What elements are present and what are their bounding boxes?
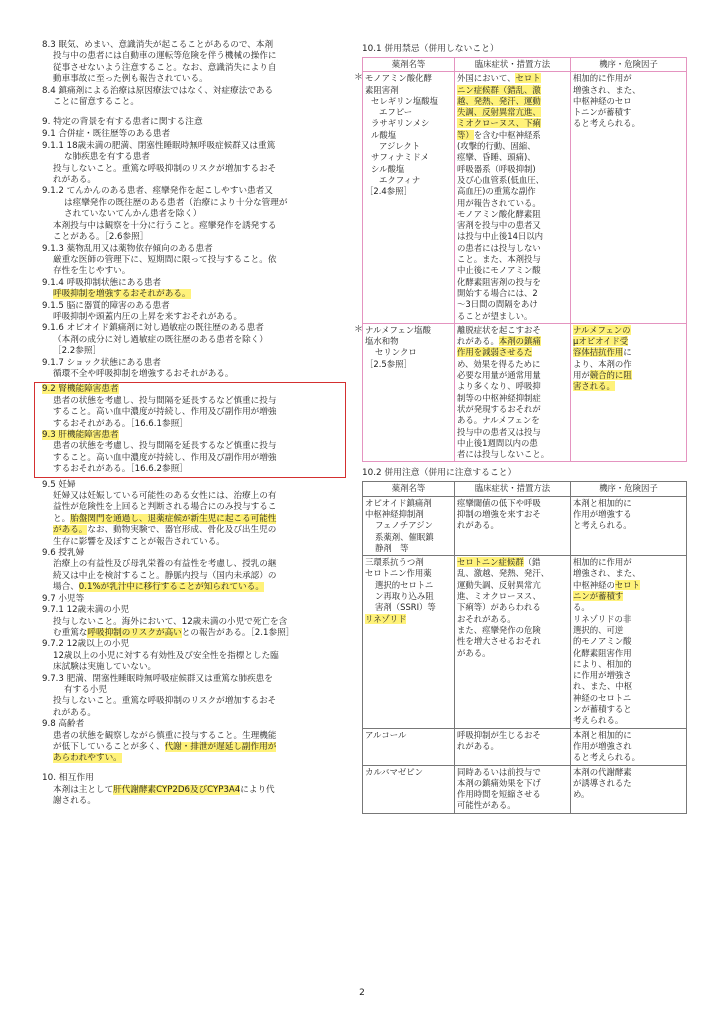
- highlight-text: リネゾリド: [365, 613, 407, 624]
- text-line: 9.6 授乳婦: [42, 548, 85, 559]
- text-line: 作用が増強する: [573, 508, 632, 519]
- mechanism-cell: [571, 323, 687, 462]
- text-line: ル酸塩: [371, 129, 397, 140]
- text-line: 治療上の有益性及び母乳栄養の有益性を考慮し、授乳の継: [53, 559, 277, 570]
- page-number: 2: [359, 988, 365, 998]
- text-line: ラサギリンメシ: [371, 118, 430, 129]
- text-line: 本剤と相加的に: [573, 497, 632, 508]
- mechanism-cell: [571, 72, 687, 324]
- text-line: 痙攣、昏睡、頭痛)、: [457, 152, 536, 163]
- text-line: （本剤の成分に対し過敏症の既往歴のある患者を除く）: [53, 334, 268, 345]
- text-line: 存性を生じやすい。: [53, 266, 131, 277]
- text-line: な肺疾患を有する患者: [64, 152, 150, 163]
- text-line: 本剤と相加的に: [573, 729, 632, 740]
- text-line: 9.1.6 オピオイド鎮痛剤に対し過敏症の既往歴のある患者: [42, 323, 264, 334]
- drug-cell: [354, 72, 455, 324]
- section-9-1-heading: 9.1 合併症・既往歴等のある患者: [42, 129, 171, 140]
- text-line: がある。: [457, 647, 491, 658]
- text-line: セロトニン作用薬: [365, 568, 432, 579]
- text-line: 呼吸抑制が生じるおそ: [457, 729, 541, 740]
- text-line: ナルメフェン塩酸: [365, 324, 431, 335]
- text-line: 8.3 眠気、めまい、意識消失が起こることがあるので、本剤: [42, 40, 274, 50]
- symptom-cell: [455, 323, 571, 462]
- drug-cell: アルコール: [363, 728, 455, 765]
- text-line: 妊婦又は妊娠している可能性のある女性には、治療上の有: [53, 491, 277, 502]
- highlight-text: セロトニン症候群: [457, 557, 524, 568]
- caution-table: [362, 481, 687, 813]
- text-line: エクフィナ: [379, 174, 421, 185]
- text-line: サフィナミドメ: [371, 152, 429, 163]
- header-drug: 薬剤名等: [363, 482, 455, 496]
- section-8-4: [42, 86, 342, 109]
- text-line: れ、また、中枢: [573, 681, 633, 692]
- text-span: 外国において、: [457, 73, 516, 84]
- highlight-text: あらわれやすい。: [53, 753, 122, 764]
- text-line: 痙攣閾値の低下や呼吸: [457, 497, 541, 508]
- text-line: リネゾリドの非: [573, 613, 632, 624]
- text-line: れがある。: [53, 175, 96, 186]
- highlight-text: 容体拮抗作用: [573, 347, 624, 358]
- text-line: ［2.4参照］: [365, 186, 412, 197]
- text-line: 患者の状態を観察しながら慎重に投与すること。生理機能: [53, 730, 277, 741]
- highlight-text: ミオクローヌス、下痢: [457, 118, 541, 129]
- highlight-text: 本剤の鎮痛: [498, 336, 541, 347]
- text-line: 運動失調、反射異常亢: [457, 579, 541, 590]
- text-line: 考えられる。: [573, 715, 624, 726]
- text-line: 同時あるいは前投与で: [457, 766, 541, 777]
- text-line: 必要な用量が通常用量: [457, 370, 541, 381]
- text-line: するおそれがある。［16.6.1参照］: [53, 418, 188, 429]
- highlight-text: ニンが蓄積す: [573, 591, 624, 602]
- mechanism-cell: [571, 728, 687, 765]
- text-line: 9.8 高齢者: [42, 719, 85, 730]
- text-span: れがある。: [457, 336, 499, 347]
- text-line: 投与しないこと。重篤な呼吸抑制のリスクが増加するおそ: [53, 696, 277, 707]
- text-line: おそれがある。: [457, 613, 516, 624]
- header-symptoms: 臨床症状・措置方法: [455, 482, 571, 496]
- text-line: 呼吸器系（呼吸抑制): [457, 163, 536, 174]
- section-9-2-heading: 9.2 腎機能障害患者: [42, 384, 119, 395]
- text-line: 的モノアミン酸: [573, 636, 632, 647]
- text-line: こと。また、本剤投与: [457, 254, 541, 265]
- text-line: 従事させないよう注意すること。なお、意識消失により自: [53, 62, 277, 73]
- highlight-text: μオピオイド受: [573, 336, 629, 347]
- text-line: (攻撃的行動、固縮、: [457, 141, 536, 152]
- text-line: め、効果を得るために: [457, 358, 541, 369]
- text-span: む重篤な: [53, 627, 88, 638]
- highlight-text: セロト: [614, 579, 640, 590]
- highlight-text: 害される。: [573, 381, 615, 392]
- text-line: 患者の状態を考慮し、投与間隔を延長するなど慎重に投与: [53, 441, 277, 452]
- text-line: 神経のセロトニ: [573, 692, 632, 703]
- text-line: 作用時間を短縮させる: [457, 789, 541, 800]
- text-line: 用が報告されている。: [457, 197, 541, 208]
- text-span: （錯: [523, 557, 541, 568]
- highlight-text: 0.1%が乳汁中に移行することが知られている。: [78, 582, 264, 593]
- section-9-7: [42, 594, 342, 719]
- section-9-3-heading: 9.3 肝機能障害患者: [42, 430, 119, 440]
- text-line: ると考えられる。: [573, 118, 640, 129]
- drug-cell: カルバマゼピン: [363, 765, 455, 813]
- mechanism-cell: [571, 556, 687, 728]
- text-line: シル酸塩: [371, 163, 405, 174]
- section-9-1-3: [42, 244, 342, 278]
- table-row: [363, 556, 687, 728]
- text-line: より多くなり、呼吸抑: [457, 381, 541, 392]
- text-line: は投与中止後14日以内: [457, 231, 544, 242]
- table-row: [363, 323, 687, 462]
- text-line: 有する小児: [64, 684, 107, 695]
- text-line: と考えられる。: [573, 520, 632, 531]
- text-line: 相加的に作用が: [573, 73, 632, 84]
- text-line: ンが蓄積すると: [573, 704, 632, 715]
- text-line: 投与しないこと。重篤な呼吸抑制のリスクが増加するおそ: [53, 163, 277, 174]
- section-9-1-4: [42, 278, 342, 301]
- text-line: 9.1.2 てんかんのある患者、痙攣発作を起こしやすい患者又: [42, 186, 273, 197]
- renal-hepatic-highlight-box: [34, 382, 346, 477]
- text-line: 進、ミオクローヌス、: [457, 591, 541, 602]
- text-line: 9.5 妊婦: [42, 479, 76, 490]
- text-line: により、相加的: [573, 658, 632, 669]
- text-line: ［2.5参照］: [365, 358, 412, 369]
- highlight-text: 競合的に阻: [589, 370, 632, 381]
- drug-cell: [363, 496, 455, 555]
- text-line: 下痢等）があらわれる: [457, 602, 541, 613]
- text-line: ると考えられる。: [573, 752, 640, 763]
- text-line: れがある。: [53, 707, 96, 718]
- text-line: 相加的に作用が: [573, 557, 632, 568]
- text-line: 投与しないこと。海外において、12歳未満の小児で死亡を含: [53, 616, 288, 627]
- text-line: モノアミン酸化酵: [365, 73, 432, 84]
- text-line: 生存に影響を及ぼすことが報告されている。: [53, 536, 225, 547]
- section-9-1-6: [42, 323, 342, 357]
- text-line: 中枢神経抑制剤: [365, 508, 424, 519]
- mechanism-cell: [571, 765, 687, 813]
- table-header-row: [363, 482, 687, 496]
- symptom-cell: [455, 496, 571, 555]
- text-line: 本剤の代謝酵素: [573, 766, 632, 777]
- text-line: 動車事故に至った例も報告されている。: [53, 74, 208, 85]
- text-line: 高血圧)の重篤な副作: [457, 186, 536, 197]
- text-line: 循環不全や呼吸抑制を増強するおそれがある。: [53, 368, 234, 379]
- text-span: 本剤は主として: [53, 784, 114, 795]
- text-line: め。: [573, 789, 590, 800]
- text-line: 乱、激越、発熱、発汗、: [457, 568, 550, 579]
- highlight-text: 失調、反射異常亢進、: [457, 107, 541, 118]
- section-9-1-2: [42, 186, 342, 243]
- text-line: 9.7.3 肥満、閉塞性睡眠時無呼吸症候群又は重篤な肺疾患を: [42, 673, 273, 684]
- text-line: トニンが蓄積す: [573, 107, 632, 118]
- text-line: セリンクロ: [375, 347, 417, 358]
- text-line: 化酵素阻害作用: [573, 647, 632, 658]
- text-line: 本剤の鎮痛効果を下げ: [457, 777, 541, 788]
- text-line: ことに留意すること。: [53, 97, 139, 108]
- text-line: 静剤 等: [375, 542, 409, 553]
- text-line: すること。高い血中濃度が持続し、作用及び副作用が増強: [53, 407, 277, 418]
- highlight-text: ナルメフェンの: [573, 324, 631, 335]
- text-line: れがある。: [457, 520, 499, 531]
- text-line: 塩水和物: [365, 336, 399, 347]
- text-line: ン再取り込み阻: [375, 591, 434, 602]
- header-mechanism: 機序・危険因子: [571, 58, 687, 72]
- text-line: れがある。: [457, 740, 499, 751]
- text-line: また、痙攣発作の危険: [457, 624, 541, 635]
- text-line: ことがある。［2.6参照］: [53, 232, 149, 243]
- text-line: 及び心血管系(低血圧、: [457, 174, 545, 185]
- text-line: 害剤を投与中の患者又: [457, 220, 541, 231]
- section-8-3: [42, 40, 342, 86]
- section-9-1-1: [42, 141, 342, 187]
- text-span: に: [623, 347, 632, 358]
- text-line: 作用が増強され: [573, 740, 632, 751]
- text-line: 抑制の増強を来すおそ: [457, 508, 541, 519]
- text-line: ［2.2参照］: [53, 346, 102, 357]
- text-line: は痙攣発作の既往歴のある患者（治療により十分な管理が: [64, 197, 288, 208]
- section-9-8: [42, 719, 342, 765]
- text-line: すること。高い血中濃度が持続し、作用及び副作用が増強: [53, 452, 277, 463]
- text-line: の患者には投与しない: [457, 242, 541, 253]
- table-row: [363, 496, 687, 555]
- text-line: 床試験は実施していない。: [53, 662, 157, 673]
- section-10-body: [42, 785, 342, 808]
- text-span: 場合、: [53, 582, 79, 593]
- section-9-1-7: [42, 358, 342, 381]
- section-10-heading: 10. 相互作用: [42, 772, 94, 783]
- text-line: 増強され、また、: [573, 84, 641, 95]
- text-span: を含む中枢神経系: [473, 129, 541, 140]
- text-line: 中枢神経のセロ: [573, 95, 632, 106]
- text-line: 9.7 小児等: [42, 593, 85, 604]
- text-span: により代: [240, 784, 275, 795]
- highlight-text: 肝代謝酵素CYP2D6及びCYP3A4: [113, 784, 241, 795]
- text-line: 害剤（SSRI）等: [375, 602, 436, 613]
- asterisk-mark: ＊: [354, 324, 364, 335]
- text-line: 三環系抗うつ剤: [365, 557, 424, 568]
- text-line: 化酵素阻害剤の投与を: [457, 276, 541, 287]
- text-line: 制等の中枢神経抑制症: [457, 392, 541, 403]
- contraindicated-table: [354, 57, 687, 462]
- table-10-1-title: 10.1 併用禁忌（併用しないこと）: [362, 44, 499, 54]
- text-line: 可能性がある。: [457, 800, 516, 811]
- text-line: オピオイド鎮痛剤: [365, 497, 432, 508]
- header-mechanism: 機序・危険因子: [571, 482, 687, 496]
- highlight-text: セロト: [515, 73, 541, 84]
- highlight-text: ニン症候群（錯乱、激: [457, 84, 541, 95]
- text-line: エフピー: [379, 107, 413, 118]
- text-line: に作用が増強さ: [573, 670, 632, 681]
- text-line: アジレクト: [379, 141, 421, 152]
- text-line: 増強され、また、: [573, 568, 641, 579]
- text-span: と。: [53, 513, 71, 524]
- left-column: [42, 40, 342, 808]
- text-line: 投与中の患者又は投与: [457, 426, 541, 437]
- text-line: されていないてんかん患者を除く）: [64, 209, 202, 220]
- text-line: 開始する場合には、2: [457, 287, 538, 298]
- text-line: ることが望ましい。: [457, 310, 533, 321]
- table-row: [363, 765, 687, 813]
- symptom-cell: [455, 728, 571, 765]
- section-9-1-5: [42, 301, 342, 324]
- text-line: 9.7.1 12歳未満の小児: [42, 605, 130, 616]
- text-line: 性を増大させるおそれ: [457, 636, 541, 647]
- header-drug: 薬剤名等: [363, 58, 455, 72]
- table-row: [363, 72, 687, 324]
- text-line: するおそれがある。［16.6.2参照］: [53, 464, 188, 475]
- text-line: 益性が危険性を上回ると判断される場合にのみ投与するこ: [53, 502, 277, 513]
- text-line: 選択的、可逆: [573, 624, 624, 635]
- highlight-text: 胎盤関門を通過し、退薬症候が新生児に起こる可能性: [70, 513, 277, 524]
- text-line: 離脱症状を起こすおそ: [457, 324, 541, 335]
- text-line: 続又は中止を検討すること。静脈内投与（国内未承認）の: [53, 570, 277, 581]
- text-span: が低下していることが多く、: [53, 741, 165, 752]
- text-line: モノアミン酸化酵素阻: [457, 208, 541, 219]
- right-column: [354, 40, 686, 814]
- text-line: 選択的セロトニ: [375, 579, 434, 590]
- text-line: 9.1.1 18歳未満の肥満、閉塞性睡眠時無呼吸症候群又は重篤: [42, 140, 276, 151]
- text-line: 9.1.3 薬物乱用又は薬物依存傾向のある患者: [42, 243, 213, 254]
- text-line: 8.4 鎮痛剤による治療は原因療法ではなく、対症療法である: [42, 85, 274, 96]
- text-line: 者には投与しないこと。: [457, 449, 550, 460]
- text-line: 9.1.7 ショック状態にある患者: [42, 357, 161, 368]
- text-line: 患者の状態を考慮し、投与間隔を延長するなど慎重に投与: [53, 395, 277, 406]
- header-symptoms: 臨床症状・措置方法: [455, 58, 571, 72]
- text-line: 9.1.4 呼吸抑制状態にある患者: [42, 277, 162, 288]
- text-line: 厳重な医師の管理下に、短期間に限って投与すること。依: [53, 254, 277, 265]
- table-10-2-title: 10.2 併用注意（併用に注意すること）: [362, 468, 517, 479]
- text-line: 中止後1週間以内の患: [457, 437, 538, 448]
- text-line: より、本剤の作: [573, 358, 632, 369]
- asterisk-mark: ＊: [354, 73, 364, 84]
- text-line: セレギリン塩酸塩: [371, 95, 438, 106]
- text-line: 9.7.2 12歳以上の小児: [42, 639, 130, 650]
- symptom-cell: [455, 556, 571, 728]
- symptom-cell: [455, 72, 571, 324]
- text-span: 用が: [573, 370, 590, 381]
- text-line: 系薬剤、催眠鎮: [375, 531, 434, 542]
- table-header-row: [363, 58, 687, 72]
- highlight-text: 越、発熱、発汗、運動: [457, 95, 541, 106]
- section-9-6: [42, 548, 342, 594]
- table-row: [363, 728, 687, 765]
- text-span: なお、動物実験で、器官形成、骨化及び出生児の: [87, 525, 277, 536]
- text-line: 本剤投与中は観察を十分に行うこと。痙攣発作を誘発する: [53, 220, 277, 231]
- text-line: 謝される。: [53, 796, 96, 807]
- text-line: 12歳以上の小児に対する有効性及び安全性を指標とした臨: [53, 650, 279, 661]
- text-span: 中枢神経の: [573, 579, 615, 590]
- text-line: 素阻害剤: [365, 84, 399, 95]
- highlight-text: 作用を減弱させるた: [457, 347, 533, 358]
- highlight-text: がある。: [53, 525, 88, 536]
- symptom-cell: [455, 765, 571, 813]
- highlight-text: 等）: [457, 129, 474, 140]
- drug-cell: [363, 556, 455, 728]
- highlight-text: 呼吸抑制を増強するおそれがある。: [53, 289, 191, 300]
- text-line: ～3日間の間隔をあけ: [457, 299, 538, 310]
- text-line: フェノチアジン: [375, 520, 433, 531]
- section-9-5: [42, 480, 342, 548]
- text-line: 中止後にモノアミン酸: [457, 265, 541, 276]
- text-line: 状が発現するおそれが: [457, 403, 541, 414]
- highlight-text: 呼吸抑制のリスクが高い: [87, 627, 182, 638]
- text-line: 投与中の患者には自動車の運転等危険を伴う機械の操作に: [53, 51, 277, 62]
- section-9-heading: 9. 特定の背景を有する患者に関する注意: [42, 117, 203, 128]
- drug-cell: [354, 323, 455, 462]
- text-line: 呼吸抑制や頭蓋内圧の上昇を来すおそれがある。: [53, 311, 243, 322]
- text-line: る。: [573, 602, 590, 613]
- mechanism-cell: [571, 496, 687, 555]
- text-span: との報告がある。［2.1参照］: [181, 627, 295, 638]
- text-line: ある。ナルメフェンを: [457, 415, 540, 426]
- text-line: が誘導されるた: [573, 777, 632, 788]
- highlight-text: 代謝・排泄が遅延し副作用が: [164, 741, 277, 752]
- text-line: 9.1.5 脳に器質的障害のある患者: [42, 300, 170, 311]
